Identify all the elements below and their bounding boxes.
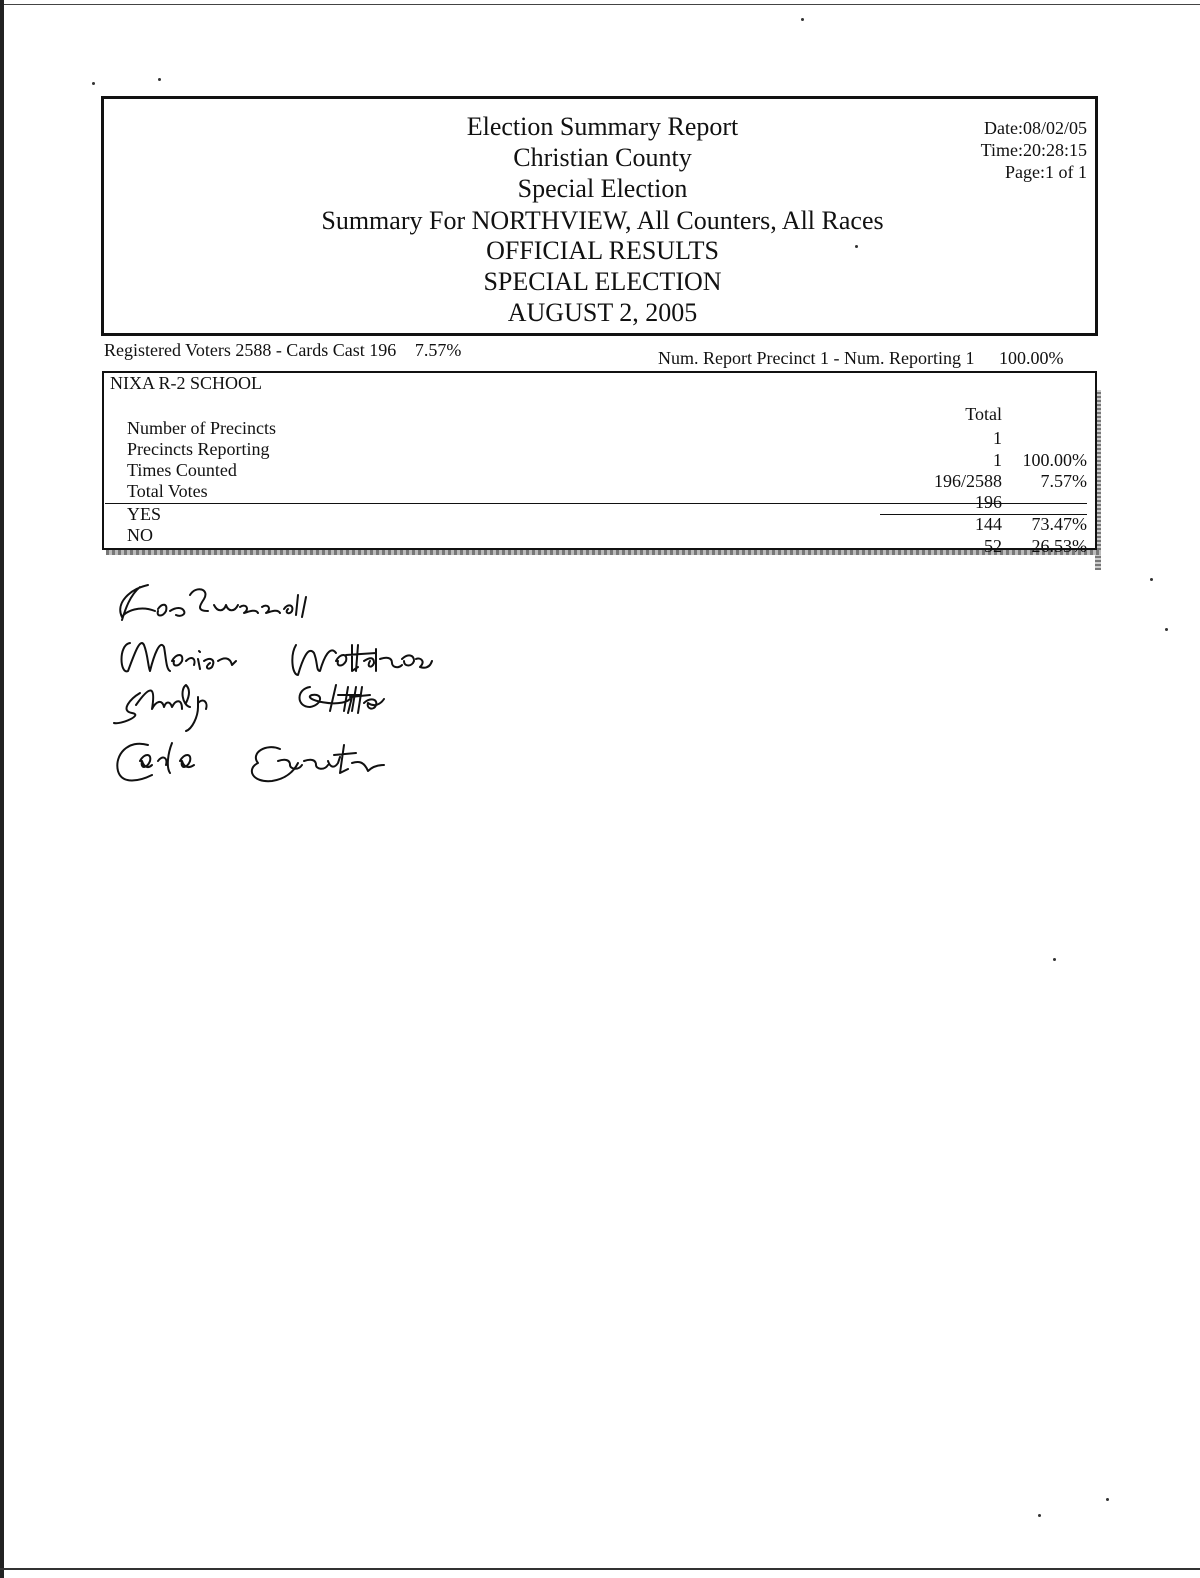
page-edge-left [0,0,4,1578]
stat-value: 196 [975,492,1002,512]
stat-percent: 100.00% [1022,450,1087,470]
county-name: Christian County [513,143,692,172]
speck [1165,628,1168,631]
signature-2 [122,643,433,675]
signature-3 [114,685,384,731]
speck [92,82,95,85]
handwritten-signatures [100,575,520,805]
speck [855,245,858,248]
election-type: Special Election [517,174,688,203]
page-edge-bottom [0,1568,1200,1570]
speck [801,18,804,21]
stat-value: 1 [993,450,1002,470]
reporting-summary [658,348,1063,369]
total-column-header: Total [965,404,1002,424]
summary-scope: Summary For NORTHVIEW, All Counters, All Races [321,206,884,235]
official-results: OFFICIAL RESULTS [486,236,719,265]
signature-1 [120,585,306,620]
stat-value: 1 [993,428,1002,448]
stat-label: Number of Precincts [127,418,276,438]
report-header-box [101,96,1098,336]
speck [1106,1498,1109,1501]
section-divider [105,503,1087,504]
stat-label: Times Counted [127,460,237,480]
report-time: Time:20:28:15 [980,140,1087,160]
choice-percent: 73.47% [1031,514,1087,534]
election-date: AUGUST 2, 2005 [507,298,698,327]
signatures [100,575,520,805]
stat-percent: 7.57% [1040,471,1087,491]
turnout-percent: 7.57% [414,340,462,360]
choice-divider [880,514,1087,515]
special-election: SPECIAL ELECTION [483,267,722,296]
race-name: NIXA R-2 SCHOOL [110,373,263,393]
registered-voters-text: Registered Voters 2588 - Cards Cast 196 [104,340,397,360]
registered-summary [104,340,461,361]
report-date: Date:08/02/05 [984,118,1087,138]
choice-votes: 52 [984,536,1002,556]
report-title: Election Summary Report [466,112,739,141]
stat-label: Total Votes [127,481,208,501]
stat-label: Precincts Reporting [127,439,270,459]
reporting-text: Num. Report Precinct 1 - Num. Reporting 1 [658,348,975,368]
speck [1038,1514,1041,1517]
choice-percent: 26.53% [1031,536,1087,556]
choice-label: NO [127,525,153,545]
choice-label: YES [127,504,162,524]
signature-4 [117,743,384,781]
speck [1150,578,1153,581]
report-page: Page:1 of 1 [1005,162,1087,182]
reporting-percent: 100.00% [998,348,1064,368]
speck [158,78,161,81]
page-edge-top [0,4,1200,5]
speck [1053,958,1056,961]
choice-votes: 144 [975,514,1002,534]
stat-value: 196/2588 [933,471,1002,491]
